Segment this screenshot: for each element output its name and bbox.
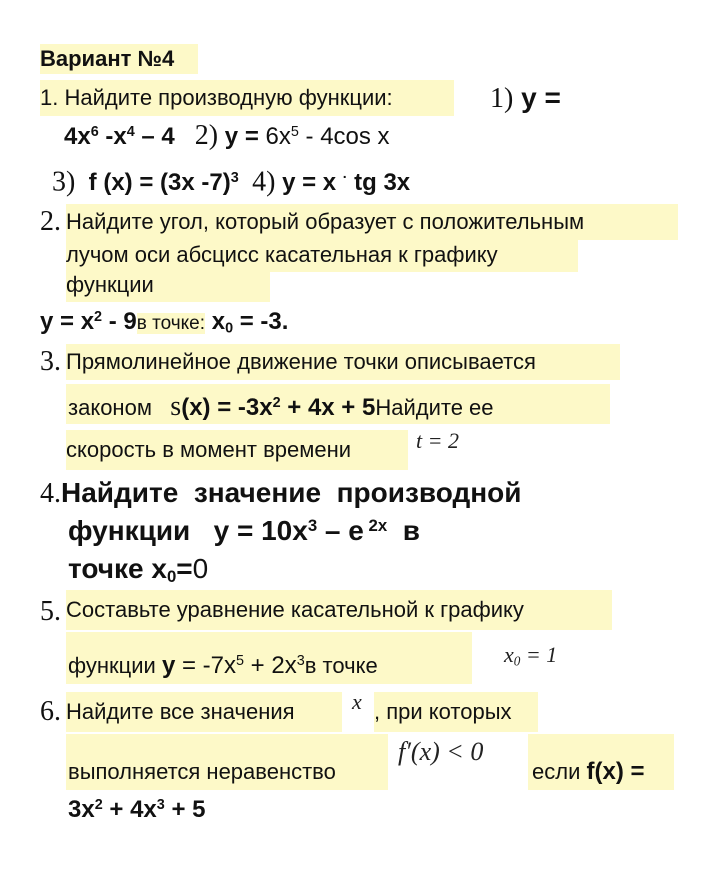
task2-number: 2. bbox=[40, 206, 61, 237]
task5-point-text: в точке bbox=[304, 653, 378, 678]
task2-line1: Найдите угол, который образует с положительным bbox=[66, 204, 678, 240]
task4-line2: функции $y = 10x^3 - e$ $^{2x}$ в bbox=[68, 515, 420, 546]
task3-line3: скорость в момент времени bbox=[66, 430, 408, 470]
task1-part1-start bbox=[490, 80, 561, 117]
task5-point-formula: $x_0 = 1$ bbox=[504, 642, 558, 669]
task1-part2-expr: $6x^5 - 4\cos$ x bbox=[258, 123, 390, 150]
task3-number: 3. bbox=[40, 346, 61, 377]
task1-text: Найдите производную функции: bbox=[58, 85, 393, 110]
task3-line2 bbox=[68, 386, 494, 428]
task5-function: $y = -7x^5 + 2x^3$ bbox=[161, 652, 305, 679]
task1-number: 1. bbox=[40, 85, 59, 110]
task1-part3-expr: f (x) = (3x -7)$^3$ bbox=[88, 169, 239, 197]
task5-number: 5. bbox=[40, 596, 61, 627]
page-title: Вариант №4 bbox=[40, 44, 198, 74]
task4-line3: точке $x_0=0$ bbox=[68, 553, 209, 587]
task1-line2 bbox=[64, 118, 390, 155]
task3-time-formula: t = 2 bbox=[416, 428, 459, 453]
task4-text: Найдите значение производной bbox=[61, 477, 522, 508]
task6-function: $3x^2 + 4x^3 + 5$ bbox=[68, 796, 206, 823]
task5-line2 bbox=[68, 646, 378, 686]
task3-find-text: Найдите ее bbox=[375, 395, 494, 420]
task1-part1-y: y = bbox=[521, 82, 561, 113]
task2-function-line bbox=[40, 304, 288, 342]
task6-number: 6. bbox=[40, 696, 61, 727]
task6-inequality: f′(x) < 0 bbox=[398, 737, 484, 766]
task6-variable-x: x bbox=[352, 689, 362, 714]
task2-line3: функции bbox=[66, 270, 270, 302]
task1-line3 bbox=[52, 158, 410, 202]
task1-part4-label: 4) bbox=[252, 166, 276, 198]
task6-if: если f(x) = bbox=[532, 758, 645, 785]
task4-line1 bbox=[40, 474, 521, 513]
task2-function: $y = x^2 - 9$ bbox=[40, 308, 137, 335]
task3-line1: Прямолинейное движение точки описывается bbox=[66, 344, 620, 380]
task5-function-label: функции bbox=[68, 653, 156, 678]
task1-part1-label: 1) bbox=[490, 83, 514, 114]
task6-line1-a: Найдите все значения bbox=[66, 692, 342, 732]
task1-part2-label: 2) bbox=[194, 120, 219, 151]
task2-point-value: $x_0 = -3$. bbox=[211, 308, 289, 337]
task1-part1-expr: $4x^6$ $-x^4 - 4$ bbox=[64, 123, 175, 150]
task1-prompt bbox=[40, 80, 454, 116]
task2-line2: лучом оси абсцисс касательная к графику bbox=[66, 238, 578, 272]
task4-number: 4. bbox=[40, 478, 61, 509]
task1-part4-expr: y = x · tg 3x bbox=[282, 169, 411, 197]
task6-line1-b: , при которых bbox=[374, 692, 538, 732]
task5-line1: Составьте уравнение касательной к графику bbox=[66, 590, 612, 630]
task3-law-label: законом bbox=[68, 395, 152, 420]
task6-line2: выполняется неравенство bbox=[68, 759, 336, 784]
task1-part3-label: 3) bbox=[52, 166, 76, 198]
task3-law: $s(x) = -3x^2 + 4x + 5$ bbox=[170, 391, 376, 422]
task1-part2-y: y = bbox=[224, 123, 259, 150]
task2-point-text: в точке: bbox=[136, 313, 206, 334]
